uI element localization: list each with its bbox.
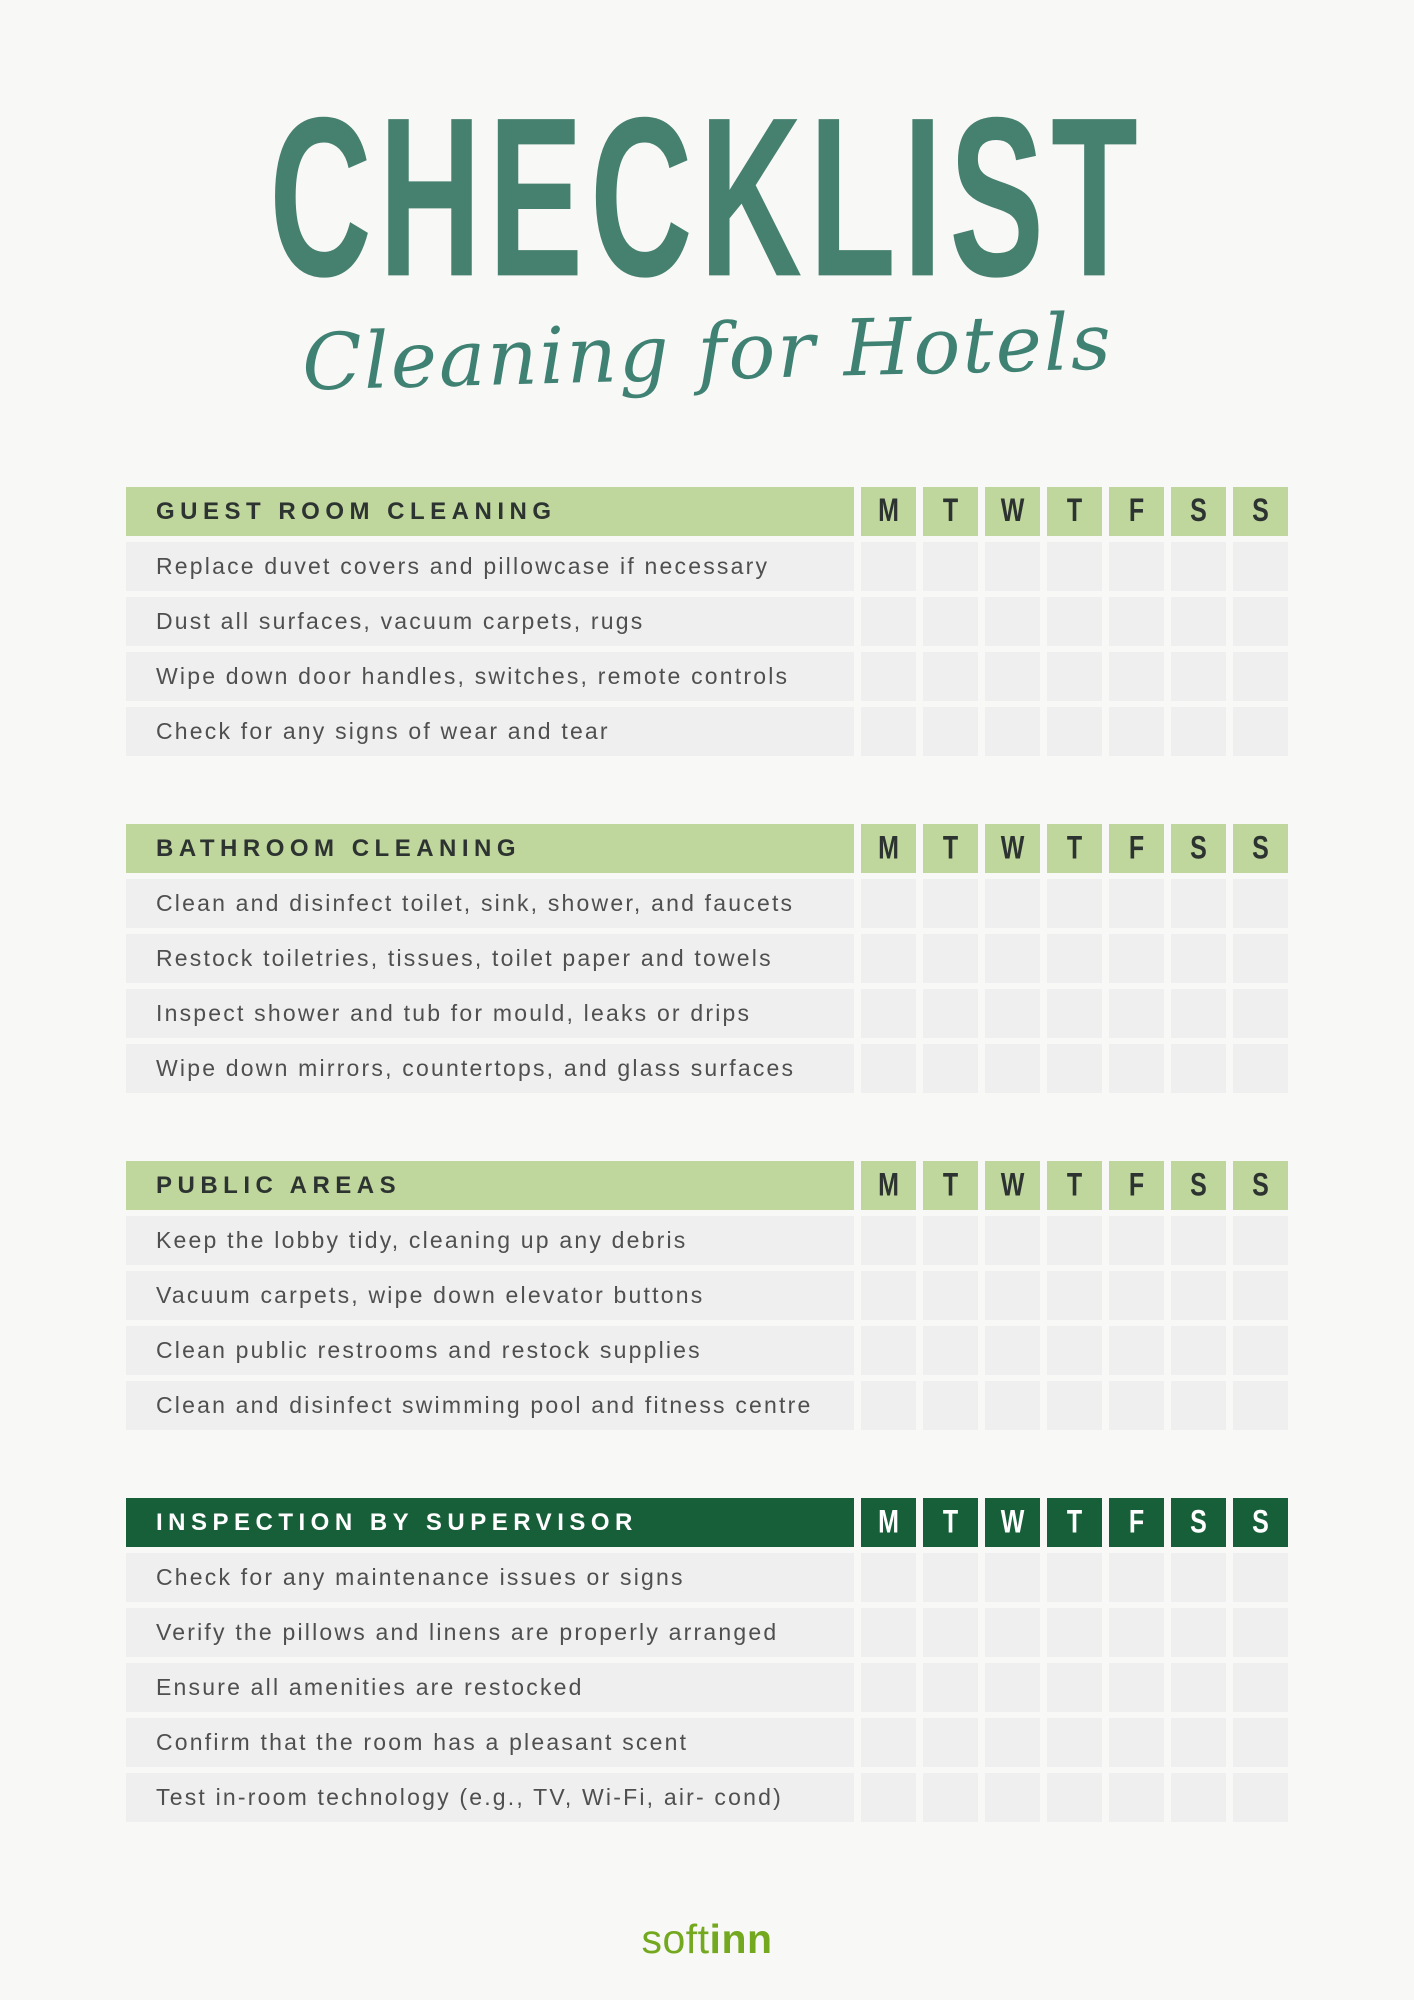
day-letter: T bbox=[942, 1503, 959, 1541]
day-letter: T bbox=[1066, 1503, 1083, 1541]
task-label: Clean and disinfect swimming pool and fitness centre bbox=[126, 1381, 854, 1430]
day-header-5 bbox=[1171, 1161, 1226, 1210]
day-letter: M bbox=[878, 829, 899, 867]
check-cell[interactable] bbox=[1109, 1773, 1164, 1822]
check-cell[interactable] bbox=[1109, 1216, 1164, 1265]
section-title: INSPECTION BY SUPERVISOR bbox=[126, 1498, 854, 1547]
check-cell[interactable] bbox=[861, 879, 916, 928]
day-header-1 bbox=[923, 824, 978, 873]
day-letter: M bbox=[878, 1503, 899, 1541]
section-public-areas bbox=[126, 1161, 1288, 1430]
check-cell[interactable] bbox=[1233, 1271, 1288, 1320]
check-cell[interactable] bbox=[1109, 652, 1164, 701]
page-title: CHECKLIST bbox=[269, 70, 1145, 325]
day-header-4 bbox=[1109, 1161, 1164, 1210]
task-row bbox=[126, 652, 1288, 701]
day-header-2 bbox=[985, 824, 1040, 873]
check-cell[interactable] bbox=[985, 1663, 1040, 1712]
check-cell[interactable] bbox=[1109, 597, 1164, 646]
task-row bbox=[126, 934, 1288, 983]
check-cell[interactable] bbox=[1171, 542, 1226, 591]
task-label: Keep the lobby tidy, cleaning up any debris bbox=[126, 1216, 854, 1265]
check-cell[interactable] bbox=[1047, 879, 1102, 928]
check-cell[interactable] bbox=[985, 1773, 1040, 1822]
day-letter: W bbox=[1000, 1166, 1025, 1204]
task-label: Ensure all amenities are restocked bbox=[126, 1663, 854, 1712]
check-cell[interactable] bbox=[1171, 1326, 1226, 1375]
check-cell[interactable] bbox=[861, 707, 916, 756]
day-header-1 bbox=[923, 1161, 978, 1210]
check-cell[interactable] bbox=[985, 1553, 1040, 1602]
check-cell[interactable] bbox=[923, 1773, 978, 1822]
check-cell[interactable] bbox=[923, 934, 978, 983]
task-label: Verify the pillows and linens are properly arranged bbox=[126, 1608, 854, 1657]
subtitle-block bbox=[0, 297, 1414, 409]
day-letter: W bbox=[1000, 1503, 1025, 1541]
task-label: Clean and disinfect toilet, sink, shower, and faucets bbox=[126, 879, 854, 928]
day-letter: T bbox=[1066, 1166, 1083, 1204]
day-letter: S bbox=[1252, 1166, 1269, 1204]
day-letter: F bbox=[1128, 1503, 1145, 1541]
check-cell[interactable] bbox=[1047, 597, 1102, 646]
check-cell[interactable] bbox=[1171, 934, 1226, 983]
section-guest-room-cleaning bbox=[126, 487, 1288, 756]
day-letter: T bbox=[942, 492, 959, 530]
check-cell[interactable] bbox=[1047, 1216, 1102, 1265]
check-cell[interactable] bbox=[1047, 542, 1102, 591]
task-label: Wipe down door handles, switches, remote controls bbox=[126, 652, 854, 701]
check-cell[interactable] bbox=[923, 879, 978, 928]
check-cell[interactable] bbox=[861, 1044, 916, 1093]
check-cell[interactable] bbox=[1171, 1608, 1226, 1657]
day-header-0 bbox=[861, 1161, 916, 1210]
check-cell[interactable] bbox=[923, 597, 978, 646]
day-header-0 bbox=[861, 1498, 916, 1547]
check-cell[interactable] bbox=[861, 1608, 916, 1657]
task-label: Test in-room technology (e.g., TV, Wi-Fi, air- cond) bbox=[126, 1773, 854, 1822]
check-cell[interactable] bbox=[923, 1271, 978, 1320]
check-cell-group bbox=[861, 1044, 1288, 1093]
check-cell[interactable] bbox=[861, 1773, 916, 1822]
check-cell[interactable] bbox=[861, 1271, 916, 1320]
day-header-6 bbox=[1233, 824, 1288, 873]
check-cell[interactable] bbox=[1047, 1271, 1102, 1320]
check-cell[interactable] bbox=[1171, 1663, 1226, 1712]
check-cell[interactable] bbox=[1233, 879, 1288, 928]
check-cell[interactable] bbox=[861, 1326, 916, 1375]
check-cell[interactable] bbox=[1109, 1663, 1164, 1712]
check-cell[interactable] bbox=[861, 934, 916, 983]
task-row bbox=[126, 542, 1288, 591]
check-cell-group bbox=[861, 1663, 1288, 1712]
task-label: Inspect shower and tub for mould, leaks or drips bbox=[126, 989, 854, 1038]
day-letter: S bbox=[1190, 829, 1207, 867]
check-cell[interactable] bbox=[1233, 1553, 1288, 1602]
day-header-1 bbox=[923, 1498, 978, 1547]
day-header-2 bbox=[985, 487, 1040, 536]
check-cell[interactable] bbox=[1109, 1326, 1164, 1375]
check-cell[interactable] bbox=[1047, 652, 1102, 701]
check-cell[interactable] bbox=[985, 1608, 1040, 1657]
check-cell-group bbox=[861, 1553, 1288, 1602]
check-cell[interactable] bbox=[923, 1663, 978, 1712]
check-cell[interactable] bbox=[923, 989, 978, 1038]
check-cell[interactable] bbox=[923, 1718, 978, 1767]
check-cell-group bbox=[861, 707, 1288, 756]
check-cell[interactable] bbox=[1109, 707, 1164, 756]
check-cell[interactable] bbox=[1047, 1663, 1102, 1712]
day-letter: W bbox=[1000, 492, 1025, 530]
check-cell[interactable] bbox=[1171, 1553, 1226, 1602]
check-cell[interactable] bbox=[985, 542, 1040, 591]
task-row bbox=[126, 1608, 1288, 1657]
day-letter: F bbox=[1128, 829, 1145, 867]
softinn-logo bbox=[641, 1916, 772, 1962]
footer bbox=[0, 1916, 1414, 1963]
checklist-table bbox=[126, 487, 1288, 1890]
task-label: Replace duvet covers and pillowcase if necessary bbox=[126, 542, 854, 591]
check-cell[interactable] bbox=[1109, 1381, 1164, 1430]
logo-soft-text: soft bbox=[641, 1916, 710, 1962]
check-cell[interactable] bbox=[1233, 597, 1288, 646]
check-cell[interactable] bbox=[985, 934, 1040, 983]
check-cell[interactable] bbox=[1171, 989, 1226, 1038]
check-cell[interactable] bbox=[1109, 1044, 1164, 1093]
check-cell[interactable] bbox=[861, 1216, 916, 1265]
task-row bbox=[126, 1663, 1288, 1712]
task-row bbox=[126, 1718, 1288, 1767]
check-cell-group bbox=[861, 1381, 1288, 1430]
section-title: BATHROOM CLEANING bbox=[126, 824, 854, 873]
task-row bbox=[126, 879, 1288, 928]
check-cell[interactable] bbox=[1109, 1271, 1164, 1320]
section-bathroom-cleaning bbox=[126, 824, 1288, 1093]
check-cell[interactable] bbox=[1109, 989, 1164, 1038]
check-cell[interactable] bbox=[985, 879, 1040, 928]
task-row bbox=[126, 1553, 1288, 1602]
check-cell[interactable] bbox=[1047, 1608, 1102, 1657]
check-cell[interactable] bbox=[1047, 989, 1102, 1038]
check-cell[interactable] bbox=[1171, 707, 1226, 756]
check-cell[interactable] bbox=[861, 1553, 916, 1602]
check-cell-group bbox=[861, 1718, 1288, 1767]
day-letter: S bbox=[1190, 1166, 1207, 1204]
check-cell[interactable] bbox=[1047, 1553, 1102, 1602]
task-row bbox=[126, 989, 1288, 1038]
task-label: Clean public restrooms and restock supplies bbox=[126, 1326, 854, 1375]
check-cell[interactable] bbox=[1233, 1381, 1288, 1430]
check-cell[interactable] bbox=[1171, 597, 1226, 646]
day-letter: S bbox=[1190, 492, 1207, 530]
check-cell[interactable] bbox=[1233, 1608, 1288, 1657]
task-label: Wipe down mirrors, countertops, and glass surfaces bbox=[126, 1044, 854, 1093]
check-cell[interactable] bbox=[1109, 879, 1164, 928]
check-cell[interactable] bbox=[985, 1718, 1040, 1767]
check-cell[interactable] bbox=[861, 1718, 916, 1767]
check-cell[interactable] bbox=[985, 1044, 1040, 1093]
check-cell-group bbox=[861, 1326, 1288, 1375]
task-row bbox=[126, 1773, 1288, 1822]
day-letter: T bbox=[1066, 829, 1083, 867]
check-cell-group bbox=[861, 989, 1288, 1038]
day-letter: F bbox=[1128, 1166, 1145, 1204]
day-header-3 bbox=[1047, 1498, 1102, 1547]
check-cell[interactable] bbox=[1047, 707, 1102, 756]
day-letter: S bbox=[1252, 829, 1269, 867]
check-cell[interactable] bbox=[1047, 934, 1102, 983]
day-header-1 bbox=[923, 487, 978, 536]
day-header-group bbox=[861, 824, 1288, 873]
check-cell-group bbox=[861, 652, 1288, 701]
check-cell[interactable] bbox=[923, 542, 978, 591]
day-header-4 bbox=[1109, 1498, 1164, 1547]
task-label: Check for any maintenance issues or signs bbox=[126, 1553, 854, 1602]
day-letter: T bbox=[1066, 492, 1083, 530]
check-cell[interactable] bbox=[1109, 934, 1164, 983]
page-subtitle: Cleaning for Hotels bbox=[300, 297, 1114, 409]
day-header-4 bbox=[1109, 487, 1164, 536]
day-header-2 bbox=[985, 1161, 1040, 1210]
check-cell[interactable] bbox=[923, 1381, 978, 1430]
check-cell-group bbox=[861, 934, 1288, 983]
day-header-2 bbox=[985, 1498, 1040, 1547]
task-row bbox=[126, 1271, 1288, 1320]
section-header bbox=[126, 1161, 1288, 1210]
section-header bbox=[126, 1498, 1288, 1547]
day-header-group bbox=[861, 1498, 1288, 1547]
task-row bbox=[126, 1326, 1288, 1375]
check-cell[interactable] bbox=[985, 1381, 1040, 1430]
check-cell[interactable] bbox=[1233, 1718, 1288, 1767]
task-label: Dust all surfaces, vacuum carpets, rugs bbox=[126, 597, 854, 646]
check-cell[interactable] bbox=[1171, 879, 1226, 928]
day-letter: S bbox=[1190, 1503, 1207, 1541]
check-cell[interactable] bbox=[923, 1553, 978, 1602]
check-cell-group bbox=[861, 1608, 1288, 1657]
task-label: Restock toiletries, tissues, toilet paper and towels bbox=[126, 934, 854, 983]
check-cell[interactable] bbox=[923, 1216, 978, 1265]
day-header-5 bbox=[1171, 487, 1226, 536]
logo-inn-text: inn bbox=[709, 1916, 773, 1962]
section-title: PUBLIC AREAS bbox=[126, 1161, 854, 1210]
task-row bbox=[126, 1216, 1288, 1265]
check-cell[interactable] bbox=[1233, 989, 1288, 1038]
task-label: Confirm that the room has a pleasant scent bbox=[126, 1718, 854, 1767]
section-header bbox=[126, 487, 1288, 536]
day-header-4 bbox=[1109, 824, 1164, 873]
check-cell[interactable] bbox=[1233, 1216, 1288, 1265]
check-cell[interactable] bbox=[861, 542, 916, 591]
check-cell[interactable] bbox=[1171, 1216, 1226, 1265]
check-cell[interactable] bbox=[1171, 1271, 1226, 1320]
day-header-6 bbox=[1233, 487, 1288, 536]
check-cell-group bbox=[861, 879, 1288, 928]
check-cell[interactable] bbox=[1047, 1044, 1102, 1093]
check-cell[interactable] bbox=[1233, 934, 1288, 983]
day-letter: T bbox=[942, 1166, 959, 1204]
check-cell[interactable] bbox=[1233, 1663, 1288, 1712]
day-header-5 bbox=[1171, 1498, 1226, 1547]
check-cell[interactable] bbox=[985, 1271, 1040, 1320]
section-inspection-by-supervisor bbox=[126, 1498, 1288, 1822]
check-cell[interactable] bbox=[923, 707, 978, 756]
day-header-group bbox=[861, 1161, 1288, 1210]
section-title: GUEST ROOM CLEANING bbox=[126, 487, 854, 536]
check-cell[interactable] bbox=[923, 1326, 978, 1375]
check-cell[interactable] bbox=[861, 1381, 916, 1430]
day-letter: M bbox=[878, 492, 899, 530]
day-letter: M bbox=[878, 1166, 899, 1204]
task-row bbox=[126, 707, 1288, 756]
check-cell[interactable] bbox=[1109, 1718, 1164, 1767]
day-header-3 bbox=[1047, 824, 1102, 873]
task-row bbox=[126, 1381, 1288, 1430]
check-cell[interactable] bbox=[923, 1608, 978, 1657]
day-header-6 bbox=[1233, 1498, 1288, 1547]
check-cell[interactable] bbox=[861, 1663, 916, 1712]
check-cell[interactable] bbox=[1171, 1773, 1226, 1822]
task-row bbox=[126, 1044, 1288, 1093]
task-label: Vacuum carpets, wipe down elevator buttons bbox=[126, 1271, 854, 1320]
check-cell[interactable] bbox=[1233, 1326, 1288, 1375]
day-header-3 bbox=[1047, 1161, 1102, 1210]
check-cell[interactable] bbox=[985, 597, 1040, 646]
day-letter: S bbox=[1252, 492, 1269, 530]
day-header-6 bbox=[1233, 1161, 1288, 1210]
check-cell[interactable] bbox=[985, 652, 1040, 701]
day-header-3 bbox=[1047, 487, 1102, 536]
check-cell[interactable] bbox=[1109, 1608, 1164, 1657]
check-cell-group bbox=[861, 1216, 1288, 1265]
day-header-0 bbox=[861, 824, 916, 873]
check-cell[interactable] bbox=[1171, 1381, 1226, 1430]
day-header-group bbox=[861, 487, 1288, 536]
day-header-0 bbox=[861, 487, 916, 536]
check-cell[interactable] bbox=[1047, 1718, 1102, 1767]
check-cell[interactable] bbox=[985, 989, 1040, 1038]
check-cell[interactable] bbox=[1233, 1044, 1288, 1093]
check-cell[interactable] bbox=[861, 597, 916, 646]
day-header-5 bbox=[1171, 824, 1226, 873]
check-cell[interactable] bbox=[985, 1216, 1040, 1265]
check-cell-group bbox=[861, 1773, 1288, 1822]
check-cell[interactable] bbox=[923, 1044, 978, 1093]
check-cell[interactable] bbox=[985, 707, 1040, 756]
check-cell[interactable] bbox=[1233, 652, 1288, 701]
task-label: Check for any signs of wear and tear bbox=[126, 707, 854, 756]
check-cell[interactable] bbox=[1171, 1718, 1226, 1767]
day-letter: F bbox=[1128, 492, 1145, 530]
check-cell[interactable] bbox=[923, 652, 978, 701]
day-letter: T bbox=[942, 829, 959, 867]
day-letter: S bbox=[1252, 1503, 1269, 1541]
check-cell[interactable] bbox=[1109, 1553, 1164, 1602]
check-cell[interactable] bbox=[1047, 1773, 1102, 1822]
check-cell[interactable] bbox=[1171, 652, 1226, 701]
check-cell[interactable] bbox=[1047, 1326, 1102, 1375]
check-cell[interactable] bbox=[1233, 542, 1288, 591]
check-cell[interactable] bbox=[1047, 1381, 1102, 1430]
check-cell-group bbox=[861, 597, 1288, 646]
check-cell[interactable] bbox=[1233, 1773, 1288, 1822]
check-cell[interactable] bbox=[861, 989, 916, 1038]
check-cell-group bbox=[861, 542, 1288, 591]
check-cell[interactable] bbox=[1171, 1044, 1226, 1093]
check-cell[interactable] bbox=[861, 652, 916, 701]
check-cell[interactable] bbox=[985, 1326, 1040, 1375]
check-cell[interactable] bbox=[1233, 707, 1288, 756]
section-header bbox=[126, 824, 1288, 873]
day-letter: W bbox=[1000, 829, 1025, 867]
task-row bbox=[126, 597, 1288, 646]
check-cell[interactable] bbox=[1109, 542, 1164, 591]
check-cell-group bbox=[861, 1271, 1288, 1320]
title-block bbox=[0, 70, 1414, 325]
